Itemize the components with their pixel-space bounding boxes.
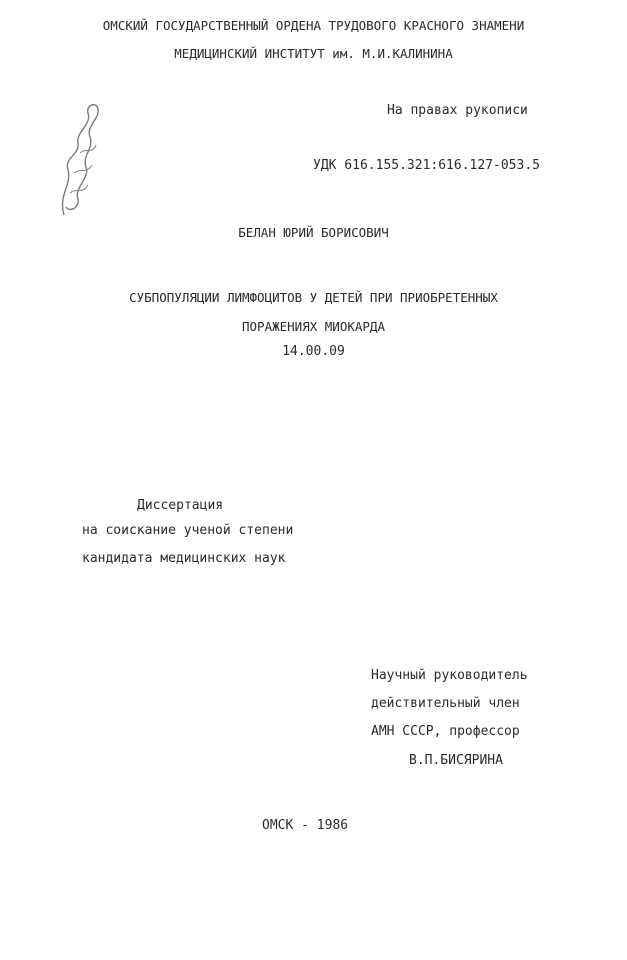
dissertation-field-line: кандидата медицинских наук: [82, 551, 286, 566]
supervisor-name: В.П.БИСЯРИНА: [409, 753, 503, 768]
dissertation-degree-line: на соискание ученой степени: [82, 523, 294, 538]
title-line-2: ПОРАЖЕНИЯХ МИОКАРДА: [242, 319, 385, 334]
supervisor-rank: действительный член: [371, 696, 520, 711]
udk-code: УДК 616.155.321:616.127-053.5: [313, 158, 540, 173]
institution-line-1: ОМСКИЙ ГОСУДАРСТВЕННЫЙ ОРДЕНА ТРУДОВОГО КРАСНОГО ЗНАМЕНИ: [102, 18, 525, 33]
specialty-code: 14.00.09: [282, 344, 345, 359]
dissertation-label: Диссертация: [137, 498, 224, 513]
handwritten-signature-icon: [52, 95, 112, 225]
supervisor-title: Научный руководитель: [371, 668, 528, 683]
place-year: ОМСК - 1986: [262, 818, 349, 833]
supervisor-academy: АМН СССР, профессор: [371, 724, 520, 739]
author-name: БЕЛАН ЮРИЙ БОРИСОВИЧ: [238, 225, 389, 240]
rights-notice: На правах рукописи: [387, 103, 528, 118]
title-line-1: СУБПОПУЛЯЦИИ ЛИМФОЦИТОВ У ДЕТЕЙ ПРИ ПРИОБРЕТЕННЫХ: [129, 290, 498, 305]
institution-line-2: МЕДИЦИНСКИЙ ИНСТИТУТ им. М.И.КАЛИНИНА: [174, 46, 453, 61]
